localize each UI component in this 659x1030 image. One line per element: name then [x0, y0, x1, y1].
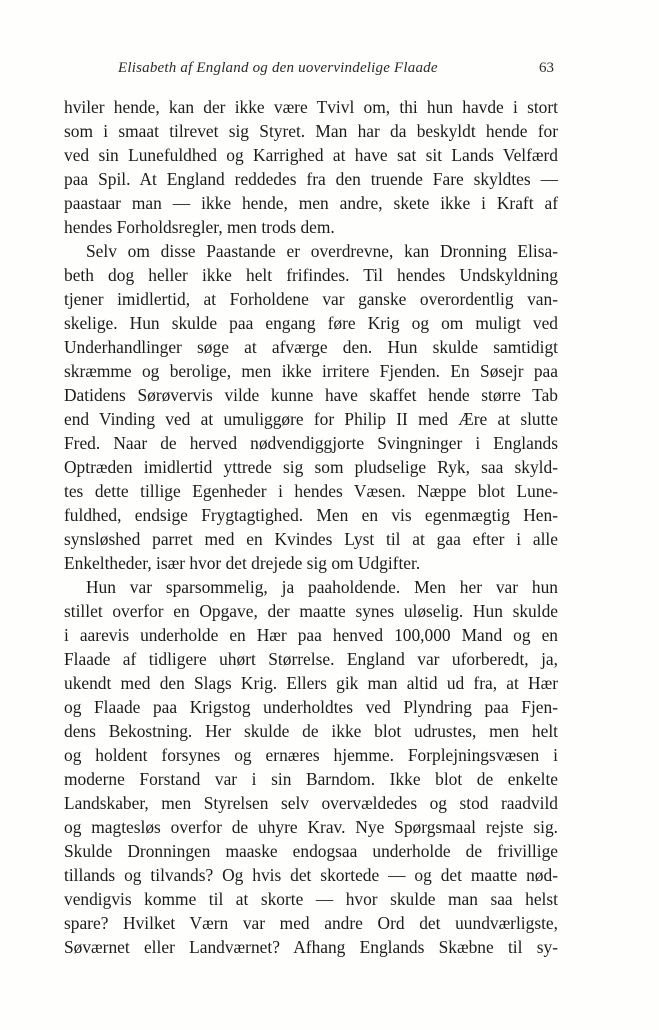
text-line: tes dette tillige Egenheder i hendes Væsen. Næppe blot Lune- [64, 481, 558, 501]
text-line: og magtesløs overfor de uhyre Krav. Nye Spørgsmaal rejste sig. [64, 817, 558, 837]
text-line: Søværnet eller Landværnet? Afhang Englands Skæbne til sy- [64, 937, 558, 957]
text-line: vendigvis komme til at skorte — hvor skulde man saa helst [64, 889, 558, 909]
text-line: synsløshed parret med en Kvindes Lyst til at gaa efter i alle [64, 529, 558, 549]
text-line: paa Spil. At England reddedes fra den truende Fare skyldtes — [64, 169, 558, 189]
text-line: tillands og tilvands? Og hvis det skortede — og det maatte nød- [64, 865, 558, 885]
text-line: Flaade af tidligere uhørt Størrelse. England var uforberedt, ja, [64, 649, 558, 669]
text-line: spare? Hvilket Værn var med andre Ord det uundværligste, [64, 913, 558, 933]
text-line: skelige. Hun skulde paa engang føre Krig og om muligt ved [64, 313, 558, 333]
page-number: 63 [539, 60, 554, 76]
text-line: skræmme og berolige, men ikke irritere Fjenden. En Søsejr paa [64, 361, 558, 381]
text-line: ukendt med den Slags Krig. Ellers gik man altid ud fra, at Hær [64, 673, 558, 693]
text-line: fuldhed, endsige Frygtagtighed. Men en vis egenmægtig Hen- [64, 505, 558, 525]
text-line: paastaar man — ikke hende, men andre, skete ikke i Kraft af [64, 193, 558, 213]
text-line: end Vinding ved at umuliggøre for Philip II med Ære at slutte [64, 409, 558, 429]
text-line: og Flaade paa Krigstog underholdtes ved Plyndring paa Fjen- [64, 697, 558, 717]
text-line: Selv om disse Paastande er overdrevne, kan Dronning Elisa- [86, 241, 558, 261]
running-title: Elisabeth af England og den uovervindelige Flaade [118, 60, 438, 76]
text-line: Fred. Naar de herved nødvendiggjorte Svingninger i Englands [64, 433, 558, 453]
text-line: Optræden imidlertid yttrede sig som pludselige Ryk, saa skyld- [64, 457, 558, 477]
text-line: som i smaat tilrevet sig Styret. Man har da beskyldt hende for [64, 121, 558, 141]
text-line: i aarevis underholde en Hær paa henved 100,000 Mand og en [64, 625, 558, 645]
text-line: hendes Forholdsregler, men trods dem. [64, 217, 335, 237]
body-text [64, 95, 558, 959]
text-line: og holdent forsynes og ernæres hjemme. Forplejningsvæsen i [64, 745, 558, 765]
text-line: ved sin Lunefuldhed og Karrighed at have sat sit Lands Velfærd [64, 145, 558, 165]
text-line: hviler hende, kan der ikke være Tvivl om, thi hun havde i stort [64, 97, 558, 117]
text-line: Hun var sparsommelig, ja paaholdende. Men her var hun [86, 577, 558, 597]
text-line: dens Bekostning. Her skulde de ikke blot udrustes, men helt [64, 721, 558, 741]
text-line: Enkeltheder, især hvor det drejede sig om Udgifter. [64, 553, 421, 573]
text-line: Landskaber, men Styrelsen selv overvældedes og stod raadvild [64, 793, 558, 813]
text-line: moderne Forstand var i sin Barndom. Ikke blot de enkelte [64, 769, 558, 789]
text-line: tjener imidlertid, at Forholdene var ganske overordentlig van- [64, 289, 558, 309]
text-line: Skulde Dronningen maaske endogsaa underholde de frivillige [64, 841, 558, 861]
running-header [64, 60, 556, 82]
text-line: Datidens Sørøvervis vilde kunne have skaffet hende større Tab [64, 385, 558, 405]
text-line: Underhandlinger søge at afværge den. Hun skulde samtidigt [64, 337, 558, 357]
text-line: stillet overfor en Opgave, der maatte synes uløselig. Hun skulde [64, 601, 558, 621]
text-line: beth dog heller ikke helt frifindes. Til hendes Undskyldning [64, 265, 558, 285]
